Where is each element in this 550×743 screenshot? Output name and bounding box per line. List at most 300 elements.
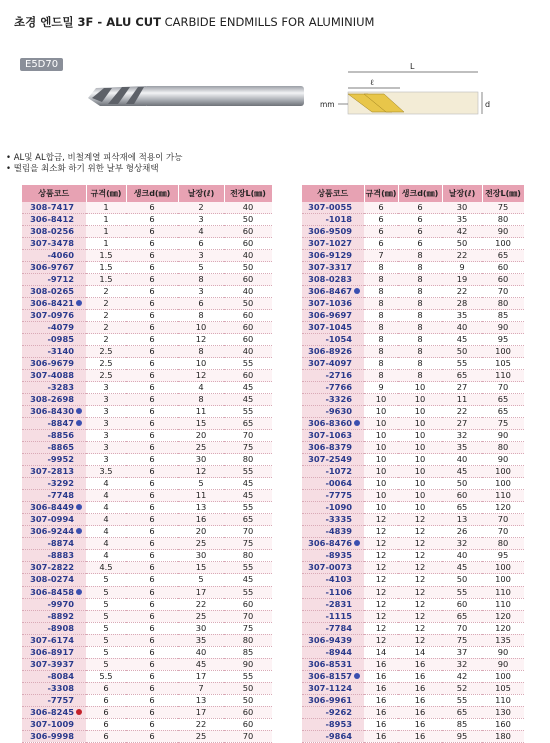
length-cell: 100 xyxy=(482,562,524,574)
dot-spacer xyxy=(354,348,360,354)
product-code: 306-9129 xyxy=(308,250,352,261)
table-row xyxy=(22,526,272,538)
product-code: 307-2813 xyxy=(30,466,74,477)
table-row xyxy=(302,334,524,346)
shank-cell: 6 xyxy=(126,478,178,490)
length-cell: 65 xyxy=(224,418,272,430)
size-cell: 8 xyxy=(364,346,398,358)
flute-cell: 2 xyxy=(178,202,224,214)
size-cell: 6 xyxy=(86,730,126,742)
size-cell: 3 xyxy=(86,418,126,430)
dot-spacer xyxy=(76,625,82,631)
shank-cell: 12 xyxy=(398,562,442,574)
blue-dot-icon xyxy=(76,300,82,306)
table-row xyxy=(302,502,524,514)
dot-spacer xyxy=(354,444,360,450)
flute-cell: 45 xyxy=(178,658,224,670)
size-cell: 4 xyxy=(86,502,126,514)
shank-cell: 16 xyxy=(398,718,442,730)
flute-cell: 22 xyxy=(442,250,482,262)
length-cell: 55 xyxy=(224,586,272,598)
dot-spacer xyxy=(354,697,360,703)
table-row xyxy=(22,622,272,634)
size-cell: 2 xyxy=(86,334,126,346)
dot-spacer xyxy=(354,204,360,210)
flute-cell: 6 xyxy=(178,298,224,310)
table-row xyxy=(22,238,272,250)
table-row xyxy=(302,394,524,406)
size-cell: 4 xyxy=(86,550,126,562)
length-cell: 60 xyxy=(224,238,272,250)
blue-dot-icon xyxy=(354,420,360,426)
table-row xyxy=(22,214,272,226)
product-code: 307-0055 xyxy=(308,202,352,212)
size-cell: 9 xyxy=(364,382,398,394)
size-cell: 16 xyxy=(364,718,398,730)
shank-cell: 8 xyxy=(398,250,442,262)
table-row xyxy=(22,298,272,310)
column-header: 생크d(㎜) xyxy=(126,185,178,202)
product-code: -4103 xyxy=(325,574,352,585)
flute-cell: 45 xyxy=(442,562,482,574)
product-code: 306-8245 xyxy=(30,706,74,717)
table-row xyxy=(22,466,272,478)
product-code: 308-0256 xyxy=(30,226,74,237)
table-row xyxy=(302,418,524,430)
product-code-cell xyxy=(302,574,364,586)
flute-cell: 45 xyxy=(442,334,482,346)
flute-cell: 50 xyxy=(442,346,482,358)
product-code: -8847 xyxy=(47,418,74,429)
size-cell: 2 xyxy=(86,286,126,298)
table-row xyxy=(302,358,524,370)
product-code: -1115 xyxy=(325,610,352,621)
flute-cell: 4 xyxy=(178,382,224,394)
product-code: 307-3478 xyxy=(30,238,74,249)
product-code-cell xyxy=(302,430,364,442)
length-cell: 45 xyxy=(224,478,272,490)
size-cell: 8 xyxy=(364,334,398,346)
table-row xyxy=(22,250,272,262)
size-cell: 16 xyxy=(364,682,398,694)
dot-spacer xyxy=(354,408,360,414)
size-cell: 10 xyxy=(364,466,398,478)
product-code-cell xyxy=(22,202,86,214)
dot-spacer xyxy=(76,204,82,210)
product-code: 306-8360 xyxy=(308,418,352,429)
dot-spacer xyxy=(76,444,82,450)
table-row xyxy=(302,622,524,634)
dot-spacer xyxy=(354,276,360,282)
size-cell: 7 xyxy=(364,250,398,262)
shank-cell: 6 xyxy=(126,358,178,370)
size-cell: 8 xyxy=(364,274,398,286)
product-code: -9262 xyxy=(325,706,352,717)
flute-cell: 65 xyxy=(442,706,482,718)
product-code-cell xyxy=(302,706,364,718)
size-cell: 12 xyxy=(364,586,398,598)
size-cell: 12 xyxy=(364,622,398,634)
table-row xyxy=(22,358,272,370)
size-cell: 5 xyxy=(86,610,126,622)
shank-cell: 6 xyxy=(126,682,178,694)
length-cell: 60 xyxy=(224,322,272,334)
size-cell: 12 xyxy=(364,634,398,646)
product-code: 306-8412 xyxy=(30,214,74,225)
flute-cell: 13 xyxy=(442,514,482,526)
flute-cell: 8 xyxy=(178,274,224,286)
dot-spacer xyxy=(354,228,360,234)
product-code: -9712 xyxy=(47,274,74,285)
size-cell: 2.5 xyxy=(86,358,126,370)
flute-cell: 15 xyxy=(178,418,224,430)
length-cell: 70 xyxy=(224,730,272,742)
shank-cell: 10 xyxy=(398,382,442,394)
product-code-cell xyxy=(302,622,364,634)
product-code: -7784 xyxy=(325,622,352,633)
product-code-cell xyxy=(22,658,86,670)
flute-cell: 22 xyxy=(178,598,224,610)
size-cell: 3 xyxy=(86,430,126,442)
product-code-cell xyxy=(22,334,86,346)
table-row xyxy=(22,226,272,238)
product-code-cell xyxy=(302,250,364,262)
dot-spacer xyxy=(76,372,82,378)
table-row xyxy=(22,334,272,346)
size-cell: 10 xyxy=(364,478,398,490)
column-header: 날장(ℓ) xyxy=(178,185,224,202)
dot-spacer xyxy=(76,252,82,258)
length-cell: 105 xyxy=(482,682,524,694)
blue-dot-icon xyxy=(76,589,82,595)
flute-cell: 50 xyxy=(442,574,482,586)
product-code: 306-9697 xyxy=(308,310,352,321)
dot-spacer xyxy=(76,613,82,619)
table-row xyxy=(22,442,272,454)
dot-spacer xyxy=(76,552,82,558)
size-cell: 16 xyxy=(364,730,398,742)
shank-cell: 6 xyxy=(126,586,178,598)
dot-spacer xyxy=(76,312,82,318)
length-cell: 120 xyxy=(482,610,524,622)
shank-cell: 6 xyxy=(126,274,178,286)
length-cell: 90 xyxy=(482,430,524,442)
dot-spacer xyxy=(76,396,82,402)
dot-spacer xyxy=(76,576,82,582)
product-code-cell xyxy=(22,682,86,694)
length-cell: 70 xyxy=(482,526,524,538)
flute-cell: 40 xyxy=(442,322,482,334)
size-cell: 6 xyxy=(86,706,126,718)
flute-cell: 8 xyxy=(178,394,224,406)
blue-dot-icon xyxy=(354,540,360,546)
product-code: 308-7417 xyxy=(30,202,74,212)
product-code-cell xyxy=(22,550,86,562)
product-code: -3326 xyxy=(325,394,352,405)
product-code: -9630 xyxy=(325,406,352,417)
shank-cell: 8 xyxy=(398,262,442,274)
size-cell: 2 xyxy=(86,322,126,334)
table-row xyxy=(302,550,524,562)
flute-cell: 40 xyxy=(178,646,224,658)
product-code-cell xyxy=(302,238,364,250)
dot-spacer xyxy=(76,601,82,607)
length-cell: 65 xyxy=(482,394,524,406)
product-code: 307-4097 xyxy=(308,358,352,369)
product-code: -9952 xyxy=(47,454,74,465)
flute-cell: 60 xyxy=(442,490,482,502)
shank-cell: 6 xyxy=(126,250,178,262)
table-row xyxy=(22,586,272,598)
shank-cell: 12 xyxy=(398,634,442,646)
size-cell: 12 xyxy=(364,538,398,550)
length-cell: 60 xyxy=(482,274,524,286)
shank-cell: 14 xyxy=(398,646,442,658)
length-cell: 65 xyxy=(224,514,272,526)
length-cell: 90 xyxy=(224,658,272,670)
flute-cell: 8 xyxy=(178,310,224,322)
product-code: 307-1063 xyxy=(308,430,352,441)
shank-cell: 6 xyxy=(126,670,178,682)
length-cell: 80 xyxy=(482,214,524,226)
flute-cell: 32 xyxy=(442,430,482,442)
product-code: -0064 xyxy=(325,478,352,489)
size-cell: 5 xyxy=(86,622,126,634)
product-code-cell xyxy=(302,634,364,646)
product-code-cell xyxy=(302,670,364,682)
product-code: -3140 xyxy=(47,346,74,357)
dot-spacer xyxy=(354,360,360,366)
product-code: -1106 xyxy=(325,586,352,597)
shank-cell: 6 xyxy=(126,394,178,406)
length-cell: 50 xyxy=(224,298,272,310)
shank-cell: 6 xyxy=(126,202,178,214)
length-cell: 45 xyxy=(224,574,272,586)
table-row xyxy=(302,730,524,742)
length-cell: 50 xyxy=(224,694,272,706)
product-code-cell xyxy=(22,670,86,682)
flute-cell: 65 xyxy=(442,370,482,382)
length-cell: 110 xyxy=(482,598,524,610)
length-cell: 70 xyxy=(482,286,524,298)
dot-spacer xyxy=(76,360,82,366)
length-cell: 55 xyxy=(224,466,272,478)
dot-spacer xyxy=(354,589,360,595)
table-row xyxy=(302,490,524,502)
table-row xyxy=(302,562,524,574)
product-code-cell xyxy=(22,322,86,334)
shank-cell: 6 xyxy=(126,454,178,466)
blue-dot-icon xyxy=(354,288,360,294)
product-code-cell xyxy=(22,406,86,418)
dot-spacer xyxy=(354,601,360,607)
length-cell: 60 xyxy=(224,334,272,346)
dot-spacer xyxy=(354,240,360,246)
length-cell: 100 xyxy=(482,238,524,250)
size-cell: 1.5 xyxy=(86,262,126,274)
product-code-cell xyxy=(302,490,364,502)
shank-cell: 6 xyxy=(126,466,178,478)
length-cell: 80 xyxy=(482,442,524,454)
flute-cell: 30 xyxy=(178,550,224,562)
dot-spacer xyxy=(354,456,360,462)
flute-cell: 5 xyxy=(178,478,224,490)
size-cell: 5 xyxy=(86,574,126,586)
table-row xyxy=(302,634,524,646)
shank-cell: 6 xyxy=(126,406,178,418)
flute-cell: 75 xyxy=(442,634,482,646)
length-cell: 75 xyxy=(224,442,272,454)
shank-cell: 6 xyxy=(126,322,178,334)
length-cell: 60 xyxy=(224,706,272,718)
shank-cell: 6 xyxy=(398,214,442,226)
flute-cell: 26 xyxy=(442,526,482,538)
product-code: 308-2698 xyxy=(30,394,74,405)
product-code-cell xyxy=(302,226,364,238)
product-code-cell xyxy=(22,442,86,454)
product-code: -3292 xyxy=(47,478,74,489)
product-code-cell xyxy=(22,598,86,610)
length-cell: 120 xyxy=(482,502,524,514)
shank-cell: 6 xyxy=(126,646,178,658)
table-row xyxy=(302,646,524,658)
shank-cell: 6 xyxy=(126,502,178,514)
product-code: -1090 xyxy=(325,502,352,513)
product-code-cell xyxy=(22,250,86,262)
size-cell: 12 xyxy=(364,610,398,622)
product-code: 307-3317 xyxy=(308,262,352,273)
product-code-cell xyxy=(302,550,364,562)
flute-cell: 25 xyxy=(178,610,224,622)
product-code: -7757 xyxy=(47,694,74,705)
shank-cell: 8 xyxy=(398,334,442,346)
shank-cell: 6 xyxy=(126,334,178,346)
shank-cell: 8 xyxy=(398,322,442,334)
dot-spacer xyxy=(354,468,360,474)
product-code-cell xyxy=(22,730,86,742)
shank-cell: 6 xyxy=(126,226,178,238)
flute-cell: 30 xyxy=(178,622,224,634)
shank-cell: 8 xyxy=(398,286,442,298)
length-cell: 100 xyxy=(482,478,524,490)
dot-spacer xyxy=(76,492,82,498)
product-code-cell xyxy=(22,274,86,286)
size-cell: 16 xyxy=(364,658,398,670)
size-cell: 1 xyxy=(86,202,126,214)
dot-spacer xyxy=(354,324,360,330)
series-code-badge: E5D70 xyxy=(20,58,63,71)
shank-cell: 6 xyxy=(126,634,178,646)
dot-spacer xyxy=(354,396,360,402)
flute-cell: 65 xyxy=(442,610,482,622)
shank-cell: 10 xyxy=(398,418,442,430)
table-header-row xyxy=(302,185,524,202)
length-cell: 80 xyxy=(482,538,524,550)
size-cell: 6 xyxy=(364,226,398,238)
length-cell: 60 xyxy=(482,262,524,274)
shank-cell: 6 xyxy=(126,610,178,622)
flute-cell: 25 xyxy=(178,538,224,550)
product-code: 307-1124 xyxy=(308,682,352,693)
table-row xyxy=(22,670,272,682)
dot-spacer xyxy=(354,516,360,522)
product-code-cell xyxy=(22,298,86,310)
flute-cell: 17 xyxy=(178,706,224,718)
product-code: 306-9679 xyxy=(30,358,74,369)
table-row xyxy=(302,370,524,382)
table-row xyxy=(22,418,272,430)
table-row xyxy=(22,634,272,646)
product-code-cell xyxy=(302,298,364,310)
product-code-cell xyxy=(22,430,86,442)
size-cell: 10 xyxy=(364,394,398,406)
product-code-cell xyxy=(302,262,364,274)
product-code: -9864 xyxy=(325,730,352,741)
flute-cell: 70 xyxy=(442,622,482,634)
shank-cell: 16 xyxy=(398,706,442,718)
product-code: -7775 xyxy=(325,490,352,501)
size-cell: 3 xyxy=(86,442,126,454)
flute-cell: 35 xyxy=(442,442,482,454)
dot-spacer xyxy=(354,721,360,727)
length-cell: 100 xyxy=(482,670,524,682)
product-code: -3283 xyxy=(47,382,74,393)
flute-cell: 32 xyxy=(442,538,482,550)
shank-cell: 10 xyxy=(398,442,442,454)
shank-cell: 12 xyxy=(398,538,442,550)
dot-spacer xyxy=(354,625,360,631)
product-code: -1018 xyxy=(325,214,352,225)
size-cell: 1 xyxy=(86,238,126,250)
size-cell: 4 xyxy=(86,514,126,526)
flute-cell: 17 xyxy=(178,670,224,682)
flute-cell: 25 xyxy=(178,442,224,454)
product-code-cell xyxy=(302,286,364,298)
product-code: -9970 xyxy=(47,598,74,609)
dot-spacer xyxy=(354,661,360,667)
product-code: -8084 xyxy=(47,670,74,681)
length-cell: 110 xyxy=(482,586,524,598)
flute-cell: 13 xyxy=(178,502,224,514)
size-cell: 12 xyxy=(364,562,398,574)
flute-cell: 20 xyxy=(178,430,224,442)
shank-cell: 6 xyxy=(126,442,178,454)
flute-cell: 55 xyxy=(442,358,482,370)
product-code-cell xyxy=(302,478,364,490)
size-cell: 16 xyxy=(364,670,398,682)
dot-spacer xyxy=(354,564,360,570)
product-code-cell xyxy=(302,394,364,406)
dot-spacer xyxy=(354,264,360,270)
length-cell: 90 xyxy=(482,658,524,670)
product-code-cell xyxy=(22,454,86,466)
length-cell: 105 xyxy=(482,358,524,370)
length-cell: 110 xyxy=(482,694,524,706)
table-row xyxy=(302,706,524,718)
shank-cell: 12 xyxy=(398,598,442,610)
dot-spacer xyxy=(76,264,82,270)
shank-cell: 6 xyxy=(126,298,178,310)
product-code-cell xyxy=(302,358,364,370)
table-row xyxy=(302,226,524,238)
table-row xyxy=(22,406,272,418)
size-cell: 8 xyxy=(364,370,398,382)
table-row xyxy=(22,658,272,670)
flute-cell: 27 xyxy=(442,382,482,394)
product-code-cell xyxy=(22,694,86,706)
table-row xyxy=(302,214,524,226)
product-code: -8953 xyxy=(325,718,352,729)
